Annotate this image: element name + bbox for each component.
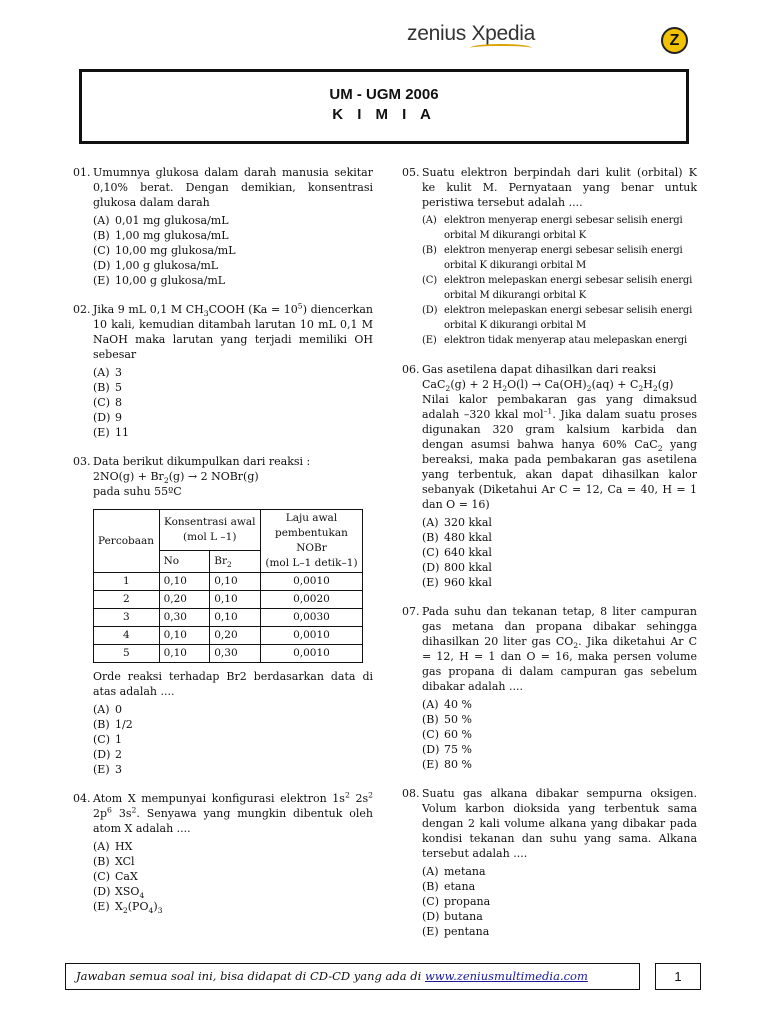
question-number: 01. <box>73 166 91 179</box>
table-row: 4 0,10 0,20 0,0010 <box>94 627 363 645</box>
exam-title: UM - UGM 2006 <box>329 86 439 103</box>
option-e: (E) 960 kkal <box>422 576 492 589</box>
option-d: (D) 1,00 g glukosa/mL <box>93 259 219 272</box>
table-row: 5 0,10 0,30 0,0010 <box>94 645 363 663</box>
question-01 <box>73 165 373 288</box>
brand-name: zenius Xpedia <box>407 22 536 45</box>
option-a: (A) 40 % <box>422 698 472 711</box>
left-column <box>73 165 373 928</box>
option-c: (C) 60 % <box>422 728 472 741</box>
question-text: Jika 9 mL 0,1 M $CH_3COOH$ $(Ka = 10^5)$ diencerkan 10 kali, kemudian ditambah larutan 10 mL 0,1 M NaOH maka larutan yang terjadi memiliki OH sebesar <box>93 301 373 361</box>
option-c: (C) propana <box>422 895 491 908</box>
question-intro: Data berikut dikumpulkan dari reaksi : <box>93 455 311 468</box>
option-b: (B) etana <box>422 880 476 893</box>
footer-note <box>65 963 640 990</box>
question-text: Suatu elektron berpindah dari kulit (orbital) K ke kulit M. Pernyataan yang benar untuk peristiwa tersebut adalah .... <box>422 166 697 209</box>
option-list <box>93 839 373 914</box>
question-07 <box>402 604 697 772</box>
question-number: 05. <box>402 166 420 179</box>
option-e: (E) 11 <box>93 426 129 439</box>
reaction-equation: $2NO(g) + Br_2(g) \to 2$ NOBr(g) <box>93 470 259 486</box>
option-b: (B) 5 <box>93 381 122 394</box>
option-c: (C) elektron melepaskan energi sebesar selisih energi orbital M dikurangi orbital K <box>422 275 693 301</box>
question-text: Umumnya glukosa dalam darah manusia sekitar 0,10% berat. Dengan demikian, konsentrasi glukosa dalam darah <box>93 166 373 209</box>
option-a: (A) 3 <box>93 366 122 379</box>
option-list <box>422 213 697 348</box>
right-column <box>402 165 697 953</box>
reaction-equation: CaC$_2$(g) + 2 $H_2O(l) \to Ca(OH)_2(aq) + C_2H_2(g)$ <box>422 378 674 394</box>
option-a: (A) metana <box>422 865 486 878</box>
option-e: (E) 80 % <box>422 758 472 771</box>
brand-swoosh <box>470 44 532 52</box>
header-konsentrasi: Konsentrasi awal (mol L –1) <box>159 510 260 551</box>
question-02 <box>73 302 373 440</box>
footer-text: Jawaban semua soal ini, bisa didapat di CD-CD yang ada di <box>76 969 425 983</box>
question-number: 03. <box>73 455 91 468</box>
table-row: 2 0,20 0,10 0,0020 <box>94 591 363 609</box>
option-c: (C) 10,00 mg glukosa/mL <box>93 244 236 257</box>
option-list <box>93 702 373 777</box>
option-e: (E) 3 <box>93 763 122 776</box>
question-text: Pada suhu dan tekanan tetap, 8 liter campuran gas metana dan propana dibakar sehingga dihasilkan 20 liter gas $CO_2$. Jika diketahui Ar C = 12, H = 1 dan O = 16, maka persen volume gas propana di dalam campuran gas sebelum dibakar adalah .... <box>422 605 697 693</box>
option-list <box>93 213 373 288</box>
option-list <box>422 864 697 939</box>
option-list <box>93 365 373 440</box>
option-d: (D) 800 kkal <box>422 561 492 574</box>
option-d: (D) 9 <box>93 411 122 424</box>
question-text: Suatu gas alkana dibakar sempurna oksigen. Volum karbon dioksida yang terbentuk sama dengan 2 kali volume alkana yang dibakar pada kondisi tekanan dan suhu yang sama. Alkana tersebut adalah .... <box>422 787 697 860</box>
header-no: No <box>159 550 210 572</box>
question-text: Atom X mempunyai konfigurasi elektron $1s^2$ $2s^2$ $2p^6$ $3s^2$. Senyawa yang mungkin dibentuk oleh atom X adalah .... <box>93 790 374 835</box>
option-b: (B) 1,00 mg glukosa/mL <box>93 229 229 242</box>
question-08 <box>402 786 697 939</box>
question-04 <box>73 791 373 914</box>
question-number: 04. <box>73 792 91 805</box>
option-d: (D) butana <box>422 910 483 923</box>
option-d: (D) elektron melepaskan energi sebesar selisih energi orbital K dikurangi orbital M <box>422 305 693 331</box>
data-table <box>93 509 363 663</box>
page-number: 1 <box>655 963 701 990</box>
title-box <box>79 69 689 144</box>
table-row: 1 0,10 0,10 0,0010 <box>94 573 363 591</box>
header-br: $Br_2$ <box>210 550 261 572</box>
option-e: (E) $X_2(PO_4)_3$ <box>93 900 163 916</box>
option-e: (E) 10,00 g glukosa/mL <box>93 274 226 287</box>
option-a: (A) HX <box>93 840 133 853</box>
option-b: (B) XCl <box>93 855 135 868</box>
option-d: (D) 75 % <box>422 743 472 756</box>
question-05 <box>402 165 697 348</box>
question-text: Orde reaksi terhadap Br2 berdasarkan data di atas adalah .... <box>93 670 373 698</box>
option-e: (E) pentana <box>422 925 490 938</box>
option-b: (B) elektron menyerap energi sebesar selisih energi orbital K dikurangi orbital M <box>422 245 683 271</box>
option-c: (C) 640 kkal <box>422 546 492 559</box>
option-a: (A) elektron menyerap energi sebesar selisih energi orbital M dikurangi orbital K <box>422 215 683 241</box>
option-e: (E) elektron tidak menyerap atau melepaskan energi <box>422 335 688 346</box>
option-list <box>422 515 697 590</box>
option-a: (A) 0,01 mg glukosa/mL <box>93 214 229 227</box>
option-list <box>422 697 697 772</box>
option-a: (A) 0 <box>93 703 122 716</box>
option-b: (B) 480 kkal <box>422 531 492 544</box>
subject-title: K I M I A <box>332 106 436 123</box>
question-06 <box>402 362 697 590</box>
option-c: (C) 1 <box>93 733 122 746</box>
question-number: 08. <box>402 787 420 800</box>
header-percobaan: Percobaan <box>94 510 160 573</box>
footer-link[interactable]: www.zeniusmultimedia.com <box>424 969 588 983</box>
option-a: (A) 320 kkal <box>422 516 492 529</box>
header-laju: Laju awal pembentukan NOBr (mol L–1 detik–1) <box>260 510 362 573</box>
option-b: (B) 1/2 <box>93 718 133 731</box>
question-03 <box>73 454 373 777</box>
table-header-row <box>94 510 363 551</box>
zenius-logo-icon: Z <box>661 27 688 54</box>
table-row: 3 0,30 0,10 0,0030 <box>94 609 363 627</box>
reaction-temperature: pada suhu 55ºC <box>93 485 182 498</box>
option-d: (D) 2 <box>93 748 122 761</box>
option-d: (D) $XSO_4$ <box>93 885 145 901</box>
option-c: (C) 8 <box>93 396 122 409</box>
question-text: Nilai kalor pembakaran gas yang dimaksud adalah –320 kkal mol$^{-1}$. Jika dalam suatu proses digunakan 320 gram kalsium karbida dan dengan asumsi bahwa hanya 60% CaC$_2$ yang bereaksi, maka pada pembakaran gas asetilena yang terbentuk, akan dapat dihasilkan kalor sebanyak (Diketahui Ar C = 12, Ca = 40, H = 1 dan O = 16) <box>422 393 697 511</box>
question-number: 06. <box>402 363 420 376</box>
question-number: 02. <box>73 303 91 316</box>
question-intro: Gas asetilena dapat dihasilkan dari reaksi <box>422 363 657 376</box>
option-b: (B) 50 % <box>422 713 472 726</box>
question-number: 07. <box>402 605 420 618</box>
option-c: (C) CaX <box>93 870 138 883</box>
